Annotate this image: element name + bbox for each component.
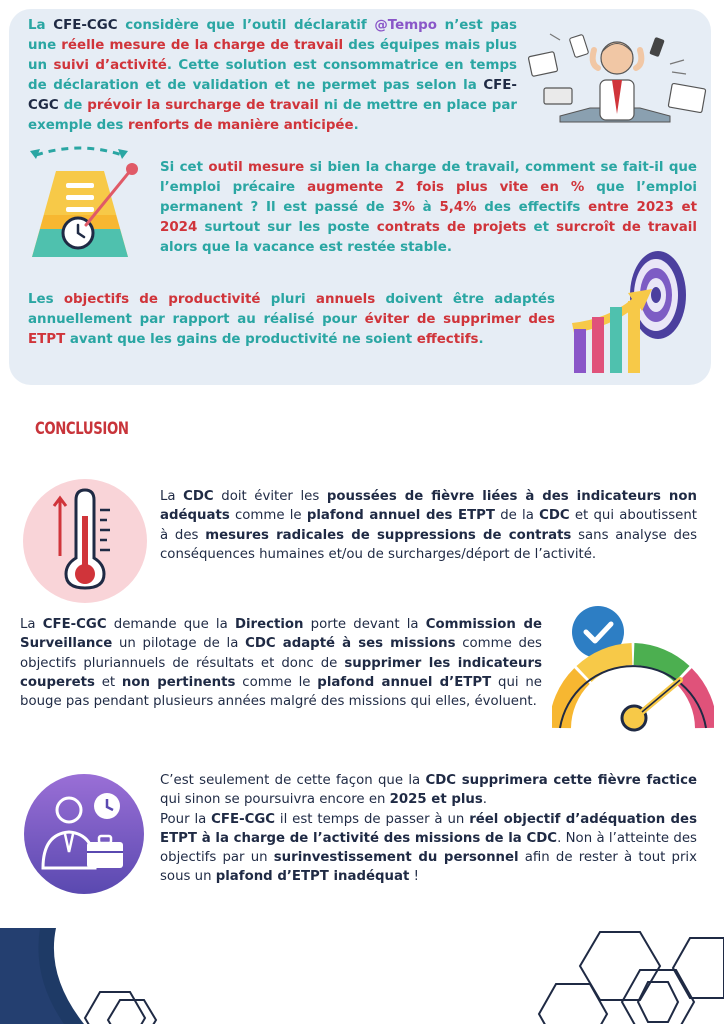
text-run: il est temps de passer à un bbox=[275, 811, 470, 827]
text-run: . bbox=[478, 332, 484, 347]
text-run: plafond annuel d’ETPT bbox=[317, 674, 492, 690]
text-run: n’est pas une bbox=[28, 18, 517, 53]
text-run: surcroît de travail bbox=[556, 220, 697, 235]
text-run: 3% bbox=[392, 200, 415, 215]
text-run: CDC bbox=[183, 489, 214, 504]
text-run: alors que la vacance est restée stable. bbox=[160, 240, 452, 255]
text-run: Commission de Surveillance bbox=[20, 617, 542, 652]
text-run: doit éviter les bbox=[213, 489, 327, 504]
conclusion-paragraph-demand bbox=[20, 615, 542, 711]
text-run: Les bbox=[28, 292, 64, 307]
text-run: Si cet bbox=[160, 160, 209, 175]
text-run: comme le bbox=[235, 674, 318, 690]
text-run: 2025 et plus bbox=[389, 792, 483, 808]
text-run: Direction bbox=[234, 617, 304, 632]
text-run: des effectifs bbox=[476, 200, 589, 215]
conclusion-title: CONCLUSION bbox=[35, 419, 129, 439]
text-run: à bbox=[414, 200, 440, 215]
text-run: des équipes mais plus un bbox=[28, 38, 517, 73]
text-run: mesures radicales de suppressions de contrats bbox=[205, 527, 572, 543]
card-paragraph-tempo bbox=[28, 16, 517, 136]
text-run: entre 2023 et 2024 bbox=[160, 200, 697, 235]
text-run: suivi d’activité bbox=[53, 58, 167, 73]
text-run: poussées de fièvre liées à des indicateurs non adéquats bbox=[160, 489, 697, 524]
text-run: surtout sur les poste bbox=[197, 220, 377, 235]
conclusion-final-block bbox=[160, 771, 697, 887]
text-run: CFE-CGC bbox=[28, 78, 517, 113]
text-run: . bbox=[353, 118, 359, 133]
text-run: CFE-CGC bbox=[42, 617, 107, 632]
text-run: . Non à l’atteinte des objectifs par un bbox=[160, 830, 697, 866]
text-run: augmente 2 fois plus vite en % bbox=[307, 180, 585, 195]
text-run: non pertinents bbox=[121, 674, 236, 690]
decorative-footer-shapes bbox=[0, 928, 724, 1024]
text-run: ! bbox=[409, 869, 419, 885]
conclusion-paragraph-adequacy bbox=[160, 810, 697, 887]
text-run: renforts de manière anticipée bbox=[127, 118, 354, 133]
text-run: que l’emploi permanent ? Il est passé de bbox=[160, 180, 698, 215]
text-run: La bbox=[28, 18, 54, 33]
text-run: éviter de supprimer des ETPT bbox=[28, 312, 555, 347]
text-run: . bbox=[482, 792, 488, 808]
text-run: plafond d’ETPT inadéquat bbox=[215, 869, 410, 885]
text-run: réelle mesure de la charge de travail bbox=[61, 38, 344, 53]
text-run: CDC adapté à ses missions bbox=[245, 636, 456, 652]
text-run: objectifs de productivité bbox=[63, 292, 261, 307]
text-run: comme le bbox=[229, 508, 307, 524]
conclusion-paragraph-fever bbox=[160, 487, 697, 564]
thermometer-icon bbox=[20, 476, 150, 606]
text-run: supprimer les indicateurs couperets bbox=[20, 655, 542, 690]
text-run: plafond annuel des ETPT bbox=[306, 508, 495, 524]
text-run: de la bbox=[494, 508, 540, 524]
text-run: avant que les gains de productivité ne soient bbox=[65, 332, 417, 347]
worker-briefcase-icon bbox=[21, 772, 147, 896]
text-run: @Tempo bbox=[374, 18, 437, 33]
text-run: outil mesure bbox=[208, 160, 305, 175]
productivity-target-illustration bbox=[568, 243, 696, 377]
text-run: . Cette solution est consommatrice en temps de déclaration et de validation et ne permet pas selon la bbox=[28, 58, 517, 93]
text-run: et qui aboutissent à des bbox=[160, 508, 697, 543]
text-run: La bbox=[160, 489, 184, 504]
text-run: afin de rester à tout prix sous un bbox=[160, 850, 697, 885]
text-run: si bien la charge de travail, comment se fait-il que l’emploi précaire bbox=[160, 160, 698, 195]
text-run: qui sinon se poursuivra encore en bbox=[160, 792, 390, 808]
text-run: annuels bbox=[315, 292, 376, 307]
text-run: doivent être adaptés annuellement par rapport au réalisé pour bbox=[28, 292, 555, 327]
card-paragraph-productivity bbox=[28, 290, 555, 350]
text-run: C’est seulement de cette façon que la bbox=[160, 773, 426, 788]
text-run: demande que la bbox=[106, 617, 235, 632]
text-run: considère que l’outil déclaratif bbox=[117, 18, 375, 33]
text-run: CFE-CGC bbox=[53, 18, 118, 33]
stressed-worker-illustration bbox=[520, 24, 712, 132]
text-run: La bbox=[20, 617, 43, 632]
text-run: et bbox=[526, 220, 557, 235]
text-run: prévoir la surcharge de travail bbox=[87, 98, 319, 113]
text-run: CDC supprimera cette fièvre factice bbox=[425, 773, 697, 788]
text-run: sans analyse des conséquences humaines et/ou de surcharges/déport de l’activité. bbox=[160, 527, 697, 562]
text-run: surinvestissement du personnel bbox=[273, 850, 519, 866]
text-run: CFE-CGC bbox=[211, 811, 276, 827]
text-run: effectifs bbox=[416, 332, 479, 347]
text-run: et bbox=[94, 674, 122, 690]
text-run: Pour la bbox=[160, 811, 212, 827]
text-run: 5,4% bbox=[439, 200, 477, 215]
text-run: CDC bbox=[539, 508, 570, 524]
workload-gauge-illustration bbox=[22, 145, 148, 273]
text-run: porte devant la bbox=[303, 617, 426, 632]
performance-gauge-icon bbox=[552, 600, 714, 736]
text-run: réel objectif d’adéquation des ETPT à la charge de l’activité des missions de la CDC bbox=[160, 811, 697, 846]
text-run: ni de mettre en place par exemple des bbox=[28, 98, 517, 133]
text-run: comme des objectifs pluriannuels de résultats et donc de bbox=[20, 636, 542, 671]
text-run: de bbox=[58, 98, 88, 113]
conclusion-paragraph-only-way bbox=[160, 771, 697, 810]
text-run: qui ne bouge pas pendant plusieurs années malgré des missions qui elles, évoluent. bbox=[20, 674, 542, 710]
text-run: un pilotage de la bbox=[112, 636, 246, 652]
text-run: contrats de projets bbox=[376, 220, 527, 235]
text-run: pluri bbox=[260, 292, 316, 307]
